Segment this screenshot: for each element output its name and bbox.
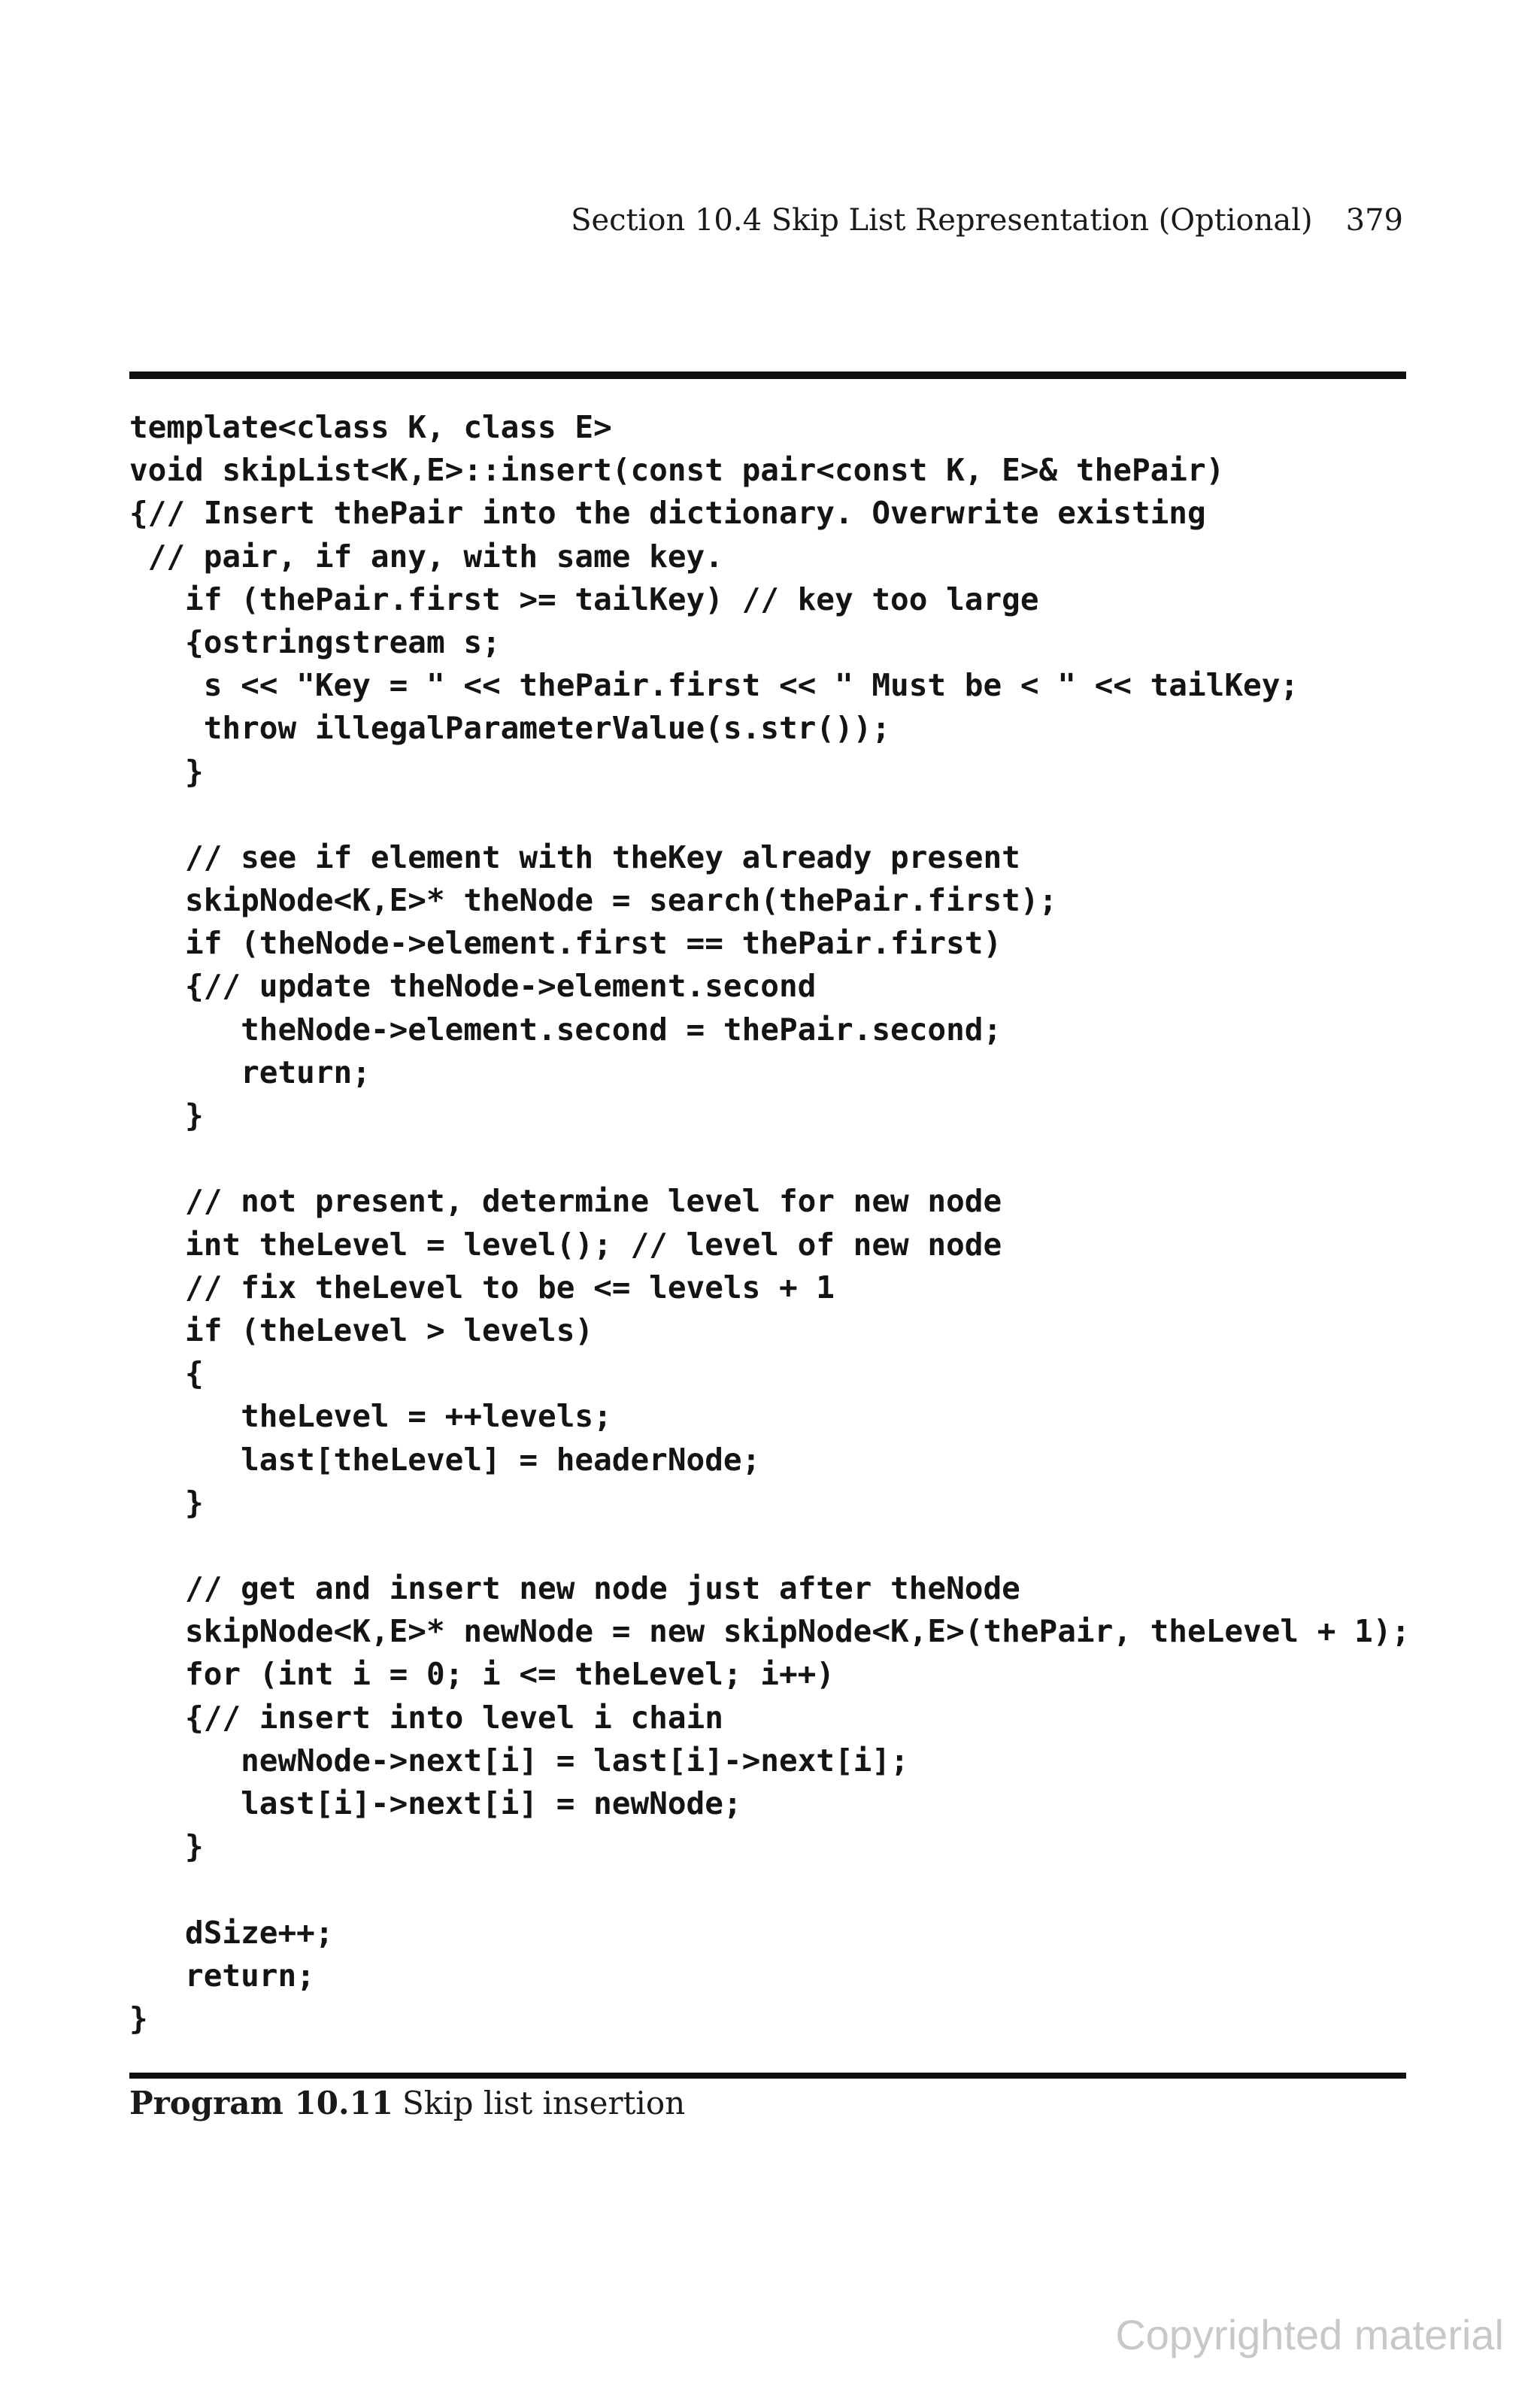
program-caption [129,2085,685,2121]
code-line [129,1524,1410,1567]
code-line: {ostringstream s; [129,623,501,660]
code-line: } [129,1097,204,1133]
code-line: dSize++; [129,1914,334,1951]
code-line: if (theNode->element.first == thePair.first) [129,925,1002,962]
code-line: // get and insert new node just after theNode [129,1570,1020,1607]
copyright-watermark: Copyrighted material [1115,2311,1504,2358]
code-line: } [129,1484,204,1521]
code-line: { [129,1355,204,1392]
code-line: theLevel = ++levels; [129,1398,612,1435]
code-line: // see if element with theKey already present [129,839,1020,875]
section-title: Section 10.4 Skip List Representation (Optional) [571,203,1313,238]
code-line: return; [129,1957,315,1994]
code-line: for (int i = 0; i <= theLevel; i++) [129,1656,835,1693]
code-line [129,793,1410,836]
code-line: } [129,2000,148,2037]
code-line [129,1137,1410,1180]
code-line: {// Insert thePair into the dictionary. Overwrite existing [129,495,1206,532]
code-line: } [129,753,204,790]
page-number: 379 [1345,203,1403,238]
running-header [571,203,1403,238]
code-line: last[i]->next[i] = newNode; [129,1785,742,1821]
code-line: void skipList<K,E>::insert(const pair<const K, E>& thePair) [129,452,1225,489]
code-line: skipNode<K,E>* newNode = new skipNode<K,E>(thePair, theLevel + 1); [129,1613,1411,1650]
code-line: last[theLevel] = headerNode; [129,1441,761,1478]
code-line: skipNode<K,E>* theNode = search(thePair.first); [129,882,1058,919]
code-line: {// insert into level i chain [129,1699,723,1736]
code-line: throw illegalParameterValue(s.str()); [129,710,891,747]
code-line: int theLevel = level(); // level of new node [129,1226,1002,1263]
code-line: } [129,1828,204,1865]
caption-label: Program 10.11 [129,2085,394,2121]
code-line: return; [129,1054,371,1090]
code-line: template<class K, class E> [129,409,612,445]
code-line: theNode->element.second = thePair.second; [129,1011,1002,1048]
code-line: s << "Key = " << thePair.first << " Must be < " << tailKey; [129,667,1299,704]
top-rule [129,372,1406,379]
code-line: // not present, determine level for new node [129,1183,1002,1220]
code-line: newNode->next[i] = last[i]->next[i]; [129,1742,909,1779]
code-line [129,1868,1410,1911]
code-line: // pair, if any, with same key. [129,538,723,575]
caption-text: Skip list insertion [402,2085,686,2121]
code-line: if (theLevel > levels) [129,1312,594,1348]
code-line: // fix theLevel to be <= levels + 1 [129,1269,835,1306]
code-listing [129,406,1410,2040]
code-line: if (thePair.first >= tailKey) // key too large [129,581,1039,617]
code-line: {// update theNode->element.second [129,968,817,1005]
bottom-rule [129,2073,1406,2079]
